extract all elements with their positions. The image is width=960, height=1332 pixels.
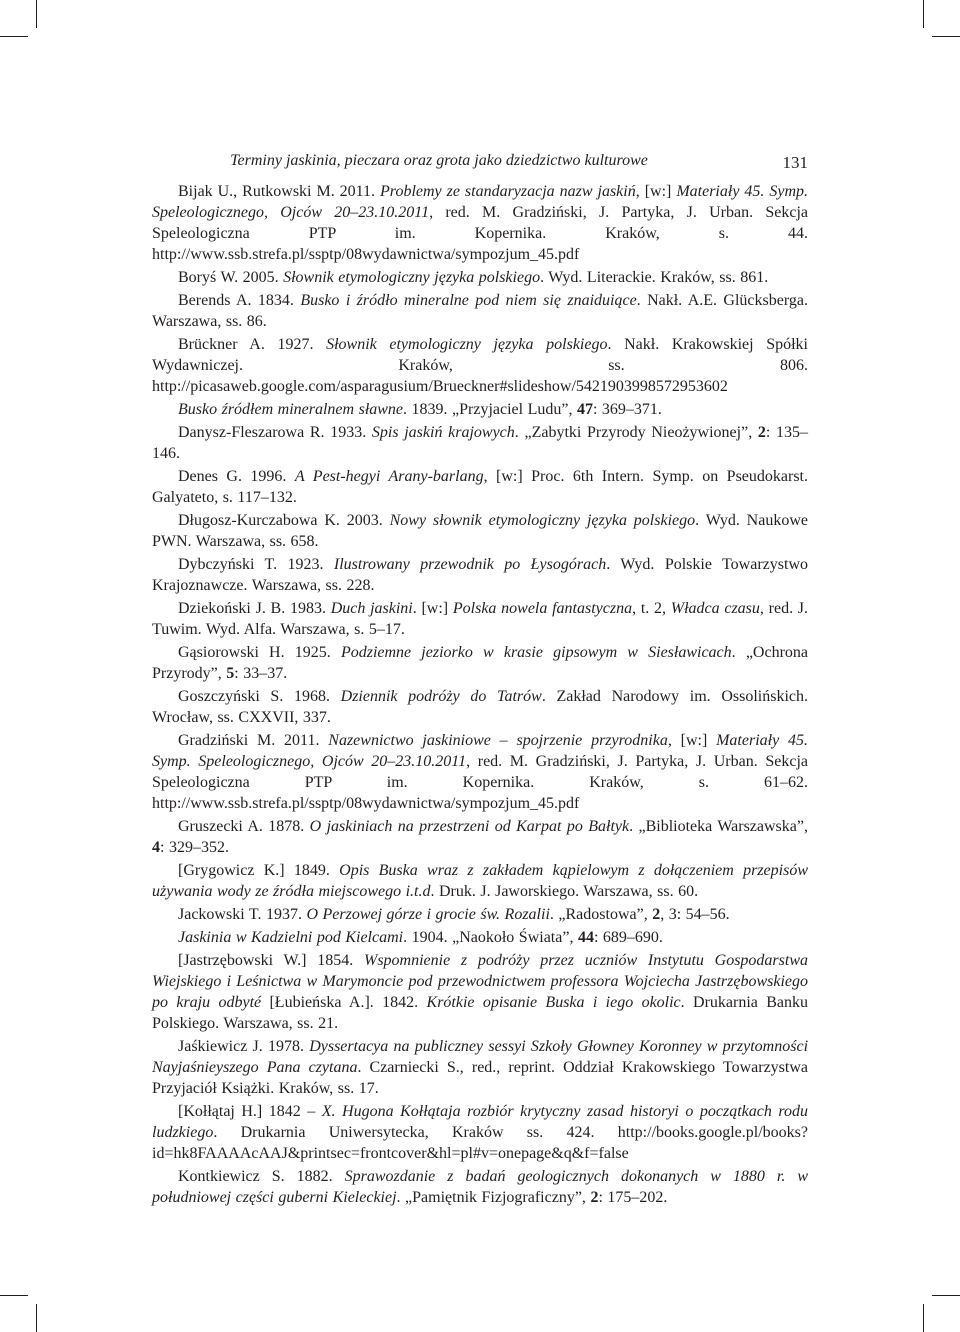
entry-title-text: X. Hugona Kołłątaja rozbiór krytyczny zasad historyi o początkach rodu ludzkiego [152, 1103, 809, 1141]
entry-text: [Grygowicz K.] 1849. [178, 862, 340, 879]
entry-text: . Drukarnia Uniwersytecka, Kraków ss. 424. http://books.google.pl/books?id=hk8FAAAAcAAJ&printsec=frontcover&hl=pl#v=onepage&q&f=false [152, 1124, 808, 1162]
entry-title-text: Słownik etymologiczny języka polskiego [283, 269, 541, 286]
crop-mark-top-right-horizontal [932, 36, 960, 37]
entry-text: : 33–37. [234, 665, 288, 682]
entry-title-text: Nazewnictwo jaskiniowe – spojrzenie przyrodnika [328, 732, 668, 749]
entry-text: , 3: 54–56. [660, 906, 730, 923]
entry-text: . Druk. J. Jaworskiego. Warszawa, ss. 60. [430, 883, 699, 900]
entry-text: . „Ochrona Przyrody”, [152, 644, 809, 682]
entry-text: Denes G. 1996. [178, 468, 295, 485]
entry-text: . Nakł. A.E. Glücksberga. Warszawa, ss. 86. [152, 292, 809, 330]
entry-text: , [w:] [635, 183, 677, 200]
entry-title-text: Dziennik podróży do Tatrów [340, 688, 542, 705]
bibliography-entry [152, 1101, 808, 1164]
entry-text: . „Biblioteka Warszawska”, [629, 818, 808, 835]
entry-text: , red. M. Gradziński, J. Partyka, J. Urban. Sekcja Speleologiczna PTP im. Kopernika. Kraków, s. 44. http://www.ssb.strefa.pl/ssptp/08wydawnictwa/sympozjum_45.pdf [152, 204, 808, 263]
crop-mark-top-left-vertical [36, 0, 37, 28]
bibliography-entry [152, 730, 808, 814]
entry-text: , [w:] Proc. 6th Intern. Symp. on Pseudokarst. Galyateto, s. 117–132. [152, 468, 808, 506]
bibliography-entry [152, 816, 808, 858]
bibliography-entry [152, 554, 808, 596]
entry-text: Dybczyński T. 1923. [178, 556, 334, 573]
bibliography-entry [152, 267, 808, 288]
page-header [150, 150, 808, 174]
entry-text: Gruszecki A. 1878. [178, 818, 310, 835]
entry-text: : 369–371. [592, 401, 662, 418]
entry-title-text: Podziemne jeziorko w krasie gipsowym w Siesławicach [340, 644, 732, 661]
entry-text: Dziekoński J. B. 1983. [178, 600, 331, 617]
entry-title-text: Materiały 45. Symp. Speleologicznego, Ojców 20–23.10.2011 [152, 183, 809, 221]
entry-title-text: Spis jaskiń krajowych [371, 424, 515, 441]
entry-text: . Wyd. Literackie. Kraków, ss. 861. [540, 269, 769, 286]
entry-text: , red. M. Gradziński, J. Partyka, J. Urban. Sekcja Speleologiczna PTP im. Kopernika. Kraków, s. 61–62. http://www.ssb.strefa.pl/ssptp/08wydawnictwa/sympozjum_45.pdf [152, 753, 808, 812]
entry-volume-text: 2 [652, 906, 661, 923]
entry-text: . „Zabytki Przyrody Nieożywionej”, [514, 424, 758, 441]
entry-text: . Nakł. Krakowskiej Spółki Wydawniczej. Kraków, ss. 806. http://picasaweb.google.com/asparagusium/Brueckner#slideshow/5421903998572953602 [152, 336, 809, 395]
entry-text: Boryś W. 2005. [178, 269, 284, 286]
entry-title-text: Problemy ze standaryzacja nazw jaskiń [380, 183, 636, 200]
bibliography-entry [152, 510, 808, 552]
entry-text: Danysz-Fleszarowa R. 1933. [178, 424, 372, 441]
entry-title-text: Słownik etymologiczny języka polskiego [326, 336, 608, 353]
entry-text: . Wyd. Polskie Towarzystwo Krajoznawcze. Warszawa, ss. 228. [152, 556, 808, 594]
entry-title-text: Władca czasu [670, 600, 760, 617]
entry-text: . Czarniecki S., red., reprint. Oddział Krakowskiego Towarzystwa Przyjaciół Książki. Kraków, ss. 17. [152, 1059, 809, 1097]
crop-mark-top-left-horizontal [0, 36, 28, 37]
entry-text: . [w:] [412, 600, 453, 617]
entry-text: Jaśkiewicz J. 1978. [178, 1038, 310, 1055]
entry-title-text: Polska nowela fantastyczna [452, 600, 633, 617]
entry-text: Brückner A. 1927. [178, 336, 327, 353]
entry-title-text: Busko i źródło mineralne pod niem się znaiduiące [300, 292, 637, 309]
entry-text: . 1904. „Naokoło Świata”, [403, 929, 578, 946]
entry-text: Długosz-Kurczabowa K. 2003. [178, 512, 390, 529]
bibliography-entry [152, 422, 808, 464]
entry-text: . „Pamiętnik Fizjograficzny”, [396, 1189, 591, 1206]
entry-text: : 329–352. [160, 839, 229, 856]
entry-title-text: A Pest-hegyi Arany-barlang [294, 468, 484, 485]
entry-text: Kontkiewicz S. 1882. [178, 1168, 345, 1185]
crop-mark-bottom-left-horizontal [0, 1295, 28, 1296]
entry-text: [Kołłątaj H.] 1842 – [178, 1103, 322, 1120]
bibliography-entry [152, 642, 808, 684]
entry-volume-text: 44 [577, 929, 594, 946]
entry-text: : 175–202. [598, 1189, 668, 1206]
entry-text: , t. 2, [632, 600, 671, 617]
crop-mark-bottom-right-vertical [923, 1304, 924, 1332]
entry-title-text: Materiały 45. Symp. Speleologicznego, Ojców 20–23.10.2011 [152, 732, 808, 770]
bibliography-entry [152, 181, 808, 265]
entry-volume-text: 2 [757, 424, 766, 441]
entry-title-text: O jaskiniach na przestrzeni od Karpat po Bałtyk [309, 818, 630, 835]
crop-mark-bottom-left-vertical [36, 1304, 37, 1332]
entry-text: Gąsiorowski H. 1925. [178, 644, 341, 661]
entry-title-text: Ilustrowany przewodnik po Łysogórach [333, 556, 607, 573]
entry-volume-text: 47 [576, 401, 593, 418]
entry-title-text: Dyssertacya na publiczney sessyi Szkoły Głowney Koronney w przytomności Nayjaśnieyszego Pana czytana [152, 1038, 809, 1076]
bibliography-list [152, 181, 808, 1210]
entry-text: Jackowski T. 1937. [178, 906, 307, 923]
entry-title-text: Nowy słownik etymologiczny języka polskiego [389, 512, 696, 529]
bibliography-entry [152, 1166, 808, 1208]
entry-text: . Drukarnia Banku Polskiego. Warszawa, ss. 21. [152, 994, 809, 1032]
entry-title-text: Busko źródłem mineralnem sławne [178, 401, 404, 418]
bibliography-entry [152, 686, 808, 728]
bibliography-entry [152, 1036, 808, 1099]
entry-text: : 689–690. [593, 929, 663, 946]
bibliography-entry [152, 904, 808, 925]
entry-title-text: Jaskinia w Kadzielni pod Kielcami [178, 929, 404, 946]
bibliography-entry [152, 860, 808, 902]
entry-text: Bijak U., Rutkowski M. 2011. [178, 183, 381, 200]
crop-mark-top-right-vertical [923, 0, 924, 28]
bibliography-entry [152, 466, 808, 508]
entry-text: . „Radostowa”, [549, 906, 653, 923]
entry-text: [Jastrzębowski W.] 1854. [178, 952, 364, 969]
entry-text: Berends A. 1834. [178, 292, 301, 309]
entry-title-text: Wspomnienie z podróży przez uczniów Instytutu Gospodarstwa Wiejskiego i Leśnictwa w Marymoncie pod przewodnictwem professora Wojciecha Jastrzębowskiego po kraju odbyté [152, 952, 808, 1011]
entry-volume-text: 4 [152, 839, 160, 856]
bibliography-entry [152, 598, 808, 640]
entry-text: . 1839. „Przyjaciel Ludu”, [403, 401, 577, 418]
entry-title-text: Opis Buska wraz z zakładem kąpielowym z dołączeniem przepisów używania wody ze źródła miejscowego i.t.d [152, 862, 809, 900]
bibliography-entry [152, 399, 808, 420]
entry-text: , [w:] [667, 732, 717, 749]
entry-title-text: Krótkie opisanie Buska i iego okolic [426, 994, 681, 1011]
bibliography-entry [152, 950, 808, 1034]
entry-title-text: Duch jaskini [330, 600, 413, 617]
entry-text: , red. J. Tuwim. Wyd. Alfa. Warszawa, s. 5–17. [152, 600, 809, 638]
running-title: Terminy jaskinia, pieczara oraz grota jako dziedzictwo kulturowe [230, 152, 648, 169]
entry-title-text: O Perzowej górze i grocie św. Rozalii [306, 906, 550, 923]
entry-text: . Zakład Narodowy im. Ossolińskich. Wrocław, ss. CXXVII, 337. [152, 688, 808, 726]
entry-volume-text: 5 [226, 665, 235, 682]
entry-volume-text: 2 [590, 1189, 599, 1206]
entry-text: : 135–146. [152, 424, 809, 462]
entry-text: Gradziński M. 2011. [178, 732, 329, 749]
crop-mark-bottom-right-horizontal [932, 1295, 960, 1296]
entry-text: . Wyd. Naukowe PWN. Warszawa, ss. 658. [152, 512, 808, 550]
bibliography-entry [152, 290, 808, 332]
bibliography-entry [152, 334, 808, 397]
bibliography-entry [152, 927, 808, 948]
entry-title-text: Sprawozdanie z badań geologicznych dokonanych w 1880 r. w południowej części guberni Kieleckiej [152, 1168, 808, 1206]
page-number: 131 [782, 153, 808, 172]
entry-text: [Łubieńska A.]. 1842. [261, 994, 427, 1011]
entry-text: Goszczyński S. 1968. [178, 688, 341, 705]
